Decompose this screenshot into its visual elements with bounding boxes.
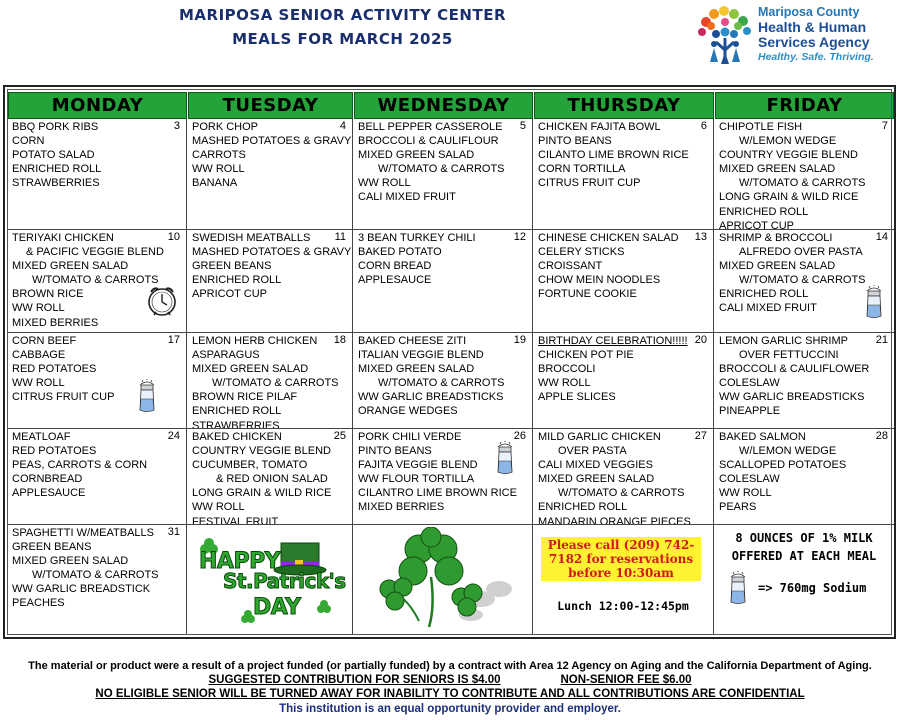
- menu-item: BBQ PORK RIBS: [12, 121, 99, 133]
- salt-shaker-icon: [728, 571, 748, 610]
- salt-shaker-icon: [495, 441, 515, 480]
- menu-item: ENRICHED ROLL: [192, 405, 282, 418]
- menu-item: BROCCOLI: [538, 363, 596, 376]
- menu-item: CORNBREAD: [12, 473, 83, 486]
- menu-item: MIXED GREEN SALAD: [192, 363, 309, 376]
- menu-item: PORK CHILI VERDE: [358, 431, 462, 443]
- menu-item: CARROTS: [192, 149, 246, 162]
- menu-item: ITALIAN VEGGIE BLEND: [358, 349, 484, 362]
- menu-item: CALI MIXED FRUIT: [358, 191, 456, 204]
- menu-item: COLESLAW: [719, 377, 780, 390]
- menu-items: [538, 120, 691, 190]
- menu-items: [12, 120, 164, 190]
- day-number: 28: [875, 430, 888, 442]
- menu-item: CELERY STICKS: [538, 246, 625, 259]
- day-cell: [714, 230, 894, 333]
- day-header-monday: MONDAY: [8, 92, 187, 119]
- menu-item: FORTUNE COOKIE: [538, 288, 637, 301]
- day-cell: [187, 525, 353, 635]
- alarm-clock-icon: [145, 284, 179, 323]
- menu-item: WW FLOUR TORTILLA: [358, 473, 475, 486]
- menu-item: MIXED GREEN SALAD: [719, 163, 836, 176]
- equal-opportunity-note: This institution is an equal opportunity provider and employer.: [279, 703, 621, 715]
- agency-logo: [694, 4, 894, 70]
- day-cell: [187, 119, 353, 230]
- day-cell: [714, 525, 894, 635]
- day-cell: [187, 230, 353, 333]
- family-tree-logo-icon: [694, 4, 756, 66]
- menu-item: CHINESE CHICKEN SALAD: [538, 232, 679, 244]
- reservation-note: Please call (209) 742-7182 for reservations before 10:30am: [541, 537, 701, 581]
- menu-items: [192, 334, 339, 429]
- day-cell: [714, 429, 894, 525]
- menu-items: [12, 231, 164, 330]
- menu-item: BROWN RICE PILAF: [192, 391, 298, 404]
- menu-item: ENRICHED ROLL: [719, 288, 809, 301]
- menu-item: GREEN BEANS: [192, 260, 272, 273]
- menu-item: APPLE SLICES: [538, 391, 616, 404]
- menu-item: OVER PASTA: [558, 445, 627, 458]
- menu-item: BROCCOLI & CAULIFLOWER: [719, 363, 870, 376]
- menu-item: CALI MIXED VEGGIES: [538, 459, 653, 472]
- menu-item: FAJITA VEGGIE BLEND: [358, 459, 478, 472]
- st-patricks-text: St.Patrick's: [223, 569, 346, 593]
- menu-items: [358, 334, 510, 419]
- menu-item: APPLESAUCE: [12, 487, 86, 500]
- salt-shaker-icon: [137, 379, 157, 418]
- menu-item: WW ROLL: [358, 177, 411, 190]
- senior-contribution: SUGGESTED CONTRIBUTION FOR SENIORS IS $4.00: [208, 674, 501, 686]
- menu-item: MIXED GREEN SALAD: [719, 260, 836, 273]
- menu-item: CALI MIXED FRUIT: [719, 302, 817, 315]
- menu-month-title: MEALS FOR MARCH 2025: [232, 30, 453, 48]
- menu-item: APPLESAUCE: [358, 274, 432, 287]
- day-cell: [353, 230, 533, 333]
- menu-item: WW ROLL: [192, 501, 245, 514]
- menu-items: [192, 120, 352, 190]
- day-cell: [533, 230, 714, 333]
- menu-item: RED POTATOES: [12, 445, 97, 458]
- menu-item: MEATLOAF: [12, 431, 71, 443]
- menu-item: CHOW MEIN NOODLES: [538, 274, 661, 287]
- non-senior-fee: NON-SENIOR FEE $6.00: [560, 674, 692, 686]
- menu-item: W/LEMON WEDGE: [739, 445, 837, 458]
- menu-item: ENRICHED ROLL: [538, 501, 628, 514]
- day-number: 13: [694, 231, 707, 243]
- day-header-wednesday: WEDNESDAY: [354, 92, 533, 119]
- menu-item: W/TOMATO & CARROTS: [739, 177, 866, 190]
- menu-item: PEARS: [719, 501, 757, 514]
- day-cell: [7, 333, 187, 429]
- day-cell: [533, 333, 714, 429]
- center-title: MARIPOSA SENIOR ACTIVITY CENTER: [178, 6, 507, 24]
- menu-item: W/LEMON WEDGE: [739, 135, 837, 148]
- menu-item: MASHED POTATOES & GRAVY: [192, 246, 352, 259]
- menu-items: [538, 430, 691, 525]
- menu-item: CUCUMBER, TOMATO: [192, 459, 308, 472]
- st-patricks-text: DAY: [253, 595, 301, 620]
- day-number: 6: [700, 120, 707, 132]
- menu-item: PEACHES: [12, 597, 65, 610]
- sodium-legend: => 760mg Sodium: [758, 581, 867, 595]
- menu-items: [538, 334, 691, 404]
- menu-item: CHICKEN POT PIE: [538, 349, 634, 362]
- menu-item: ENRICHED ROLL: [12, 163, 102, 176]
- menu-item: APRICOT CUP: [192, 288, 267, 301]
- day-number: 3: [173, 120, 180, 132]
- day-number: 17: [167, 334, 180, 346]
- menu-item: CILANTO LIME BROWN RICE: [538, 149, 689, 162]
- menu-item: ENRICHED ROLL: [719, 205, 809, 218]
- day-number: 26: [513, 430, 526, 442]
- day-number: 31: [167, 526, 180, 538]
- menu-item: POTATO SALAD: [12, 149, 95, 162]
- menu-item: BIRTHDAY CELEBRATION!!!!!: [538, 335, 688, 347]
- menu-item: WW ROLL: [12, 302, 65, 315]
- day-cell: [7, 525, 187, 635]
- logo-county-text: Mariposa County: [758, 5, 860, 19]
- menu-item: SHRIMP & BROCCOLI: [719, 232, 833, 244]
- menu-item: & RED ONION SALAD: [216, 473, 328, 486]
- menu-item: CABBAGE: [12, 349, 66, 362]
- day-cell: [714, 333, 894, 429]
- menu-item: CORN BEEF: [12, 335, 77, 347]
- menu-item: WW GARLIC BREADSTICKS: [358, 391, 504, 404]
- menu-item: STRAWBERRIES: [12, 177, 100, 190]
- menu-items: [719, 120, 872, 230]
- salt-shaker-icon: [864, 285, 884, 324]
- day-cell: [187, 429, 353, 525]
- menu-item: COUNTRY VEGGIE BLEND: [192, 445, 331, 458]
- day-cell: [353, 333, 533, 429]
- day-number: 12: [513, 231, 526, 243]
- day-cell: [533, 119, 714, 230]
- menu-item: MANDARIN ORANGE PIECES: [538, 515, 691, 525]
- day-number: 19: [513, 334, 526, 346]
- menu-item: BELL PEPPER CASSEROLE: [358, 121, 503, 133]
- menu-item: RED POTATOES: [12, 363, 97, 376]
- menu-items: [192, 430, 330, 525]
- menu-item: W/TOMATO & CARROTS: [212, 377, 339, 390]
- no-turn-away-note: NO ELIGIBLE SENIOR WILL BE TURNED AWAY FOR INABILITY TO CONTRIBUTE AND ALL CONTRIBUTIONS ARE CONFIDENTIAL: [95, 688, 805, 700]
- day-number: 24: [167, 430, 180, 442]
- menu-item: STRAWBERRIES: [192, 419, 280, 429]
- menu-item: MIXED GREEN SALAD: [12, 260, 129, 273]
- day-number: 10: [167, 231, 180, 243]
- menu-item: PINEAPPLE: [719, 405, 781, 418]
- contribution-note: [0, 674, 900, 686]
- day-number: 4: [339, 120, 346, 132]
- shamrock-icon: [361, 527, 527, 635]
- day-cell: [353, 429, 533, 525]
- menu-items: [12, 526, 164, 611]
- menu-item: CORN: [12, 135, 45, 148]
- menu-item: ALFREDO OVER PASTA: [739, 246, 863, 259]
- menu-item: CORN BREAD: [358, 260, 432, 273]
- day-header-thursday: THURSDAY: [534, 92, 714, 119]
- menu-item: MIXED GREEN SALAD: [358, 149, 475, 162]
- menu-item: MILD GARLIC CHICKEN: [538, 431, 661, 443]
- menu-item: CORN TORTILLA: [538, 163, 626, 176]
- day-number: 7: [881, 120, 888, 132]
- menu-item: CITRUS FRUIT CUP: [538, 177, 641, 190]
- menu-item: MIXED BERRIES: [358, 501, 445, 514]
- day-header-friday: FRIDAY: [715, 92, 894, 119]
- menu-item: W/TOMATO & CARROTS: [739, 274, 866, 287]
- menu-item: W/TOMATO & CARROTS: [32, 569, 159, 582]
- menu-item: MIXED GREEN SALAD: [12, 555, 129, 568]
- menu-item: CHICKEN FAJITA BOWL: [538, 121, 661, 133]
- menu-item: WW ROLL: [192, 163, 245, 176]
- menu-item: APRICOT CUP: [719, 219, 794, 230]
- milk-note: 8 OUNCES OF 1% MILK OFFERED AT EACH MEAL: [731, 531, 877, 563]
- menu-items: [358, 231, 510, 287]
- menu-item: WW ROLL: [12, 377, 65, 390]
- menu-item: ENRICHED ROLL: [192, 274, 282, 287]
- menu-item: & PACIFIC VEGGIE BLEND: [26, 246, 164, 259]
- menu-item: SWEDISH MEATBALLS: [192, 232, 311, 244]
- menu-item: OVER FETTUCCINI: [739, 349, 839, 362]
- day-number: 18: [333, 334, 346, 346]
- day-cell: [533, 525, 714, 635]
- menu-item: BAKED SALMON: [719, 431, 806, 443]
- day-number: 11: [334, 231, 346, 243]
- menu-item: LONG GRAIN & WILD RICE: [719, 191, 859, 204]
- menu-item: COLESLAW: [719, 473, 780, 486]
- menu-item: W/TOMATO & CARROTS: [378, 163, 505, 176]
- menu-item: SPAGHETTI W/MEATBALLS: [12, 527, 155, 539]
- menu-item: LEMON HERB CHICKEN: [192, 335, 318, 347]
- menu-item: WW GARLIC BREADSTICK: [12, 583, 151, 596]
- menu-item: SCALLOPED POTATOES: [719, 459, 847, 472]
- logo-agency-line1: Health & Human: [758, 19, 867, 35]
- menu-item: TERIYAKI CHICKEN: [12, 232, 114, 244]
- menu-item: MIXED BERRIES: [12, 316, 99, 329]
- menu-item: WW GARLIC BREADSTICKS: [719, 391, 865, 404]
- menu-item: LEMON GARLIC SHRIMP: [719, 335, 848, 347]
- menu-item: LONG GRAIN & WILD RICE: [192, 487, 332, 500]
- menu-item: W/TOMATO & CARROTS: [32, 274, 159, 287]
- menu-item: PEAS, CARROTS & CORN: [12, 459, 148, 472]
- funding-note: The material or product were a result of a project funded (or partially funded) by a contract with Area 12 Agency on Aging and the California Department of Aging.: [28, 660, 872, 672]
- menu-items: [719, 231, 872, 316]
- menu-items: [719, 430, 872, 515]
- day-cell: [533, 429, 714, 525]
- menu-item: 3 BEAN TURKEY CHILI: [358, 232, 476, 244]
- day-cell: [7, 429, 187, 525]
- menu-item: BAKED CHICKEN: [192, 431, 282, 443]
- day-cell: [714, 119, 894, 230]
- menu-item: BROCCOLI & CAULIFLOUR: [358, 135, 499, 148]
- logo-agency-line2: Services Agency: [758, 34, 870, 50]
- menu-item: MIXED GREEN SALAD: [358, 363, 475, 376]
- menu-items: [358, 430, 517, 515]
- menu-item: PINTO BEANS: [538, 135, 612, 148]
- day-number: 21: [875, 334, 888, 346]
- menu-item: MASHED POTATOES & GRAVY: [192, 135, 352, 148]
- menu-item: CILANTRO LIME BROWN RICE: [358, 487, 517, 500]
- menu-items: [719, 334, 872, 419]
- menu-item: GREEN BEANS: [12, 541, 92, 554]
- menu-item: BAKED POTATO: [358, 246, 442, 259]
- menu-items: [538, 231, 691, 301]
- menu-item: PORK CHOP: [192, 121, 259, 133]
- day-number: 27: [694, 430, 707, 442]
- day-cell: [7, 230, 187, 333]
- meal-calendar: [3, 85, 896, 639]
- day-number: 5: [519, 120, 526, 132]
- day-number: 25: [333, 430, 346, 442]
- menu-item: ASPARAGUS: [192, 349, 260, 362]
- day-number: 20: [694, 334, 707, 346]
- menu-items: [358, 120, 510, 205]
- menu-item: W/TOMATO & CARROTS: [378, 377, 505, 390]
- day-header-tuesday: TUESDAY: [188, 92, 353, 119]
- menu-item: PINTO BEANS: [358, 445, 432, 458]
- menu-items: [12, 430, 164, 500]
- menu-item: FESTIVAL FRUIT: [192, 515, 279, 525]
- day-cell: [187, 333, 353, 429]
- menu-item: WW ROLL: [719, 487, 772, 500]
- menu-item: ORANGE WEDGES: [358, 405, 458, 418]
- logo-tagline: Healthy. Safe. Thriving.: [758, 51, 874, 63]
- menu-item: WW ROLL: [538, 377, 591, 390]
- day-cell: [7, 119, 187, 230]
- menu-item: BROWN RICE: [12, 288, 84, 301]
- menu-item: BANANA: [192, 177, 238, 190]
- day-number: 14: [875, 231, 888, 243]
- menu-item: CHIPOTLE FISH: [719, 121, 803, 133]
- menu-item: CROISSANT: [538, 260, 603, 273]
- menu-item: MIXED GREEN SALAD: [538, 473, 655, 486]
- menu-item: COUNTRY VEGGIE BLEND: [719, 149, 858, 162]
- st-patricks-text: HAPPY: [199, 549, 281, 574]
- lunch-hours: Lunch 12:00-12:45pm: [557, 599, 689, 613]
- day-cell: [353, 525, 533, 635]
- menu-item: CITRUS FRUIT CUP: [12, 391, 115, 404]
- day-cell: [353, 119, 533, 230]
- menu-item: W/TOMATO & CARROTS: [558, 487, 685, 500]
- menu-item: BAKED CHEESE ZITI: [358, 335, 467, 347]
